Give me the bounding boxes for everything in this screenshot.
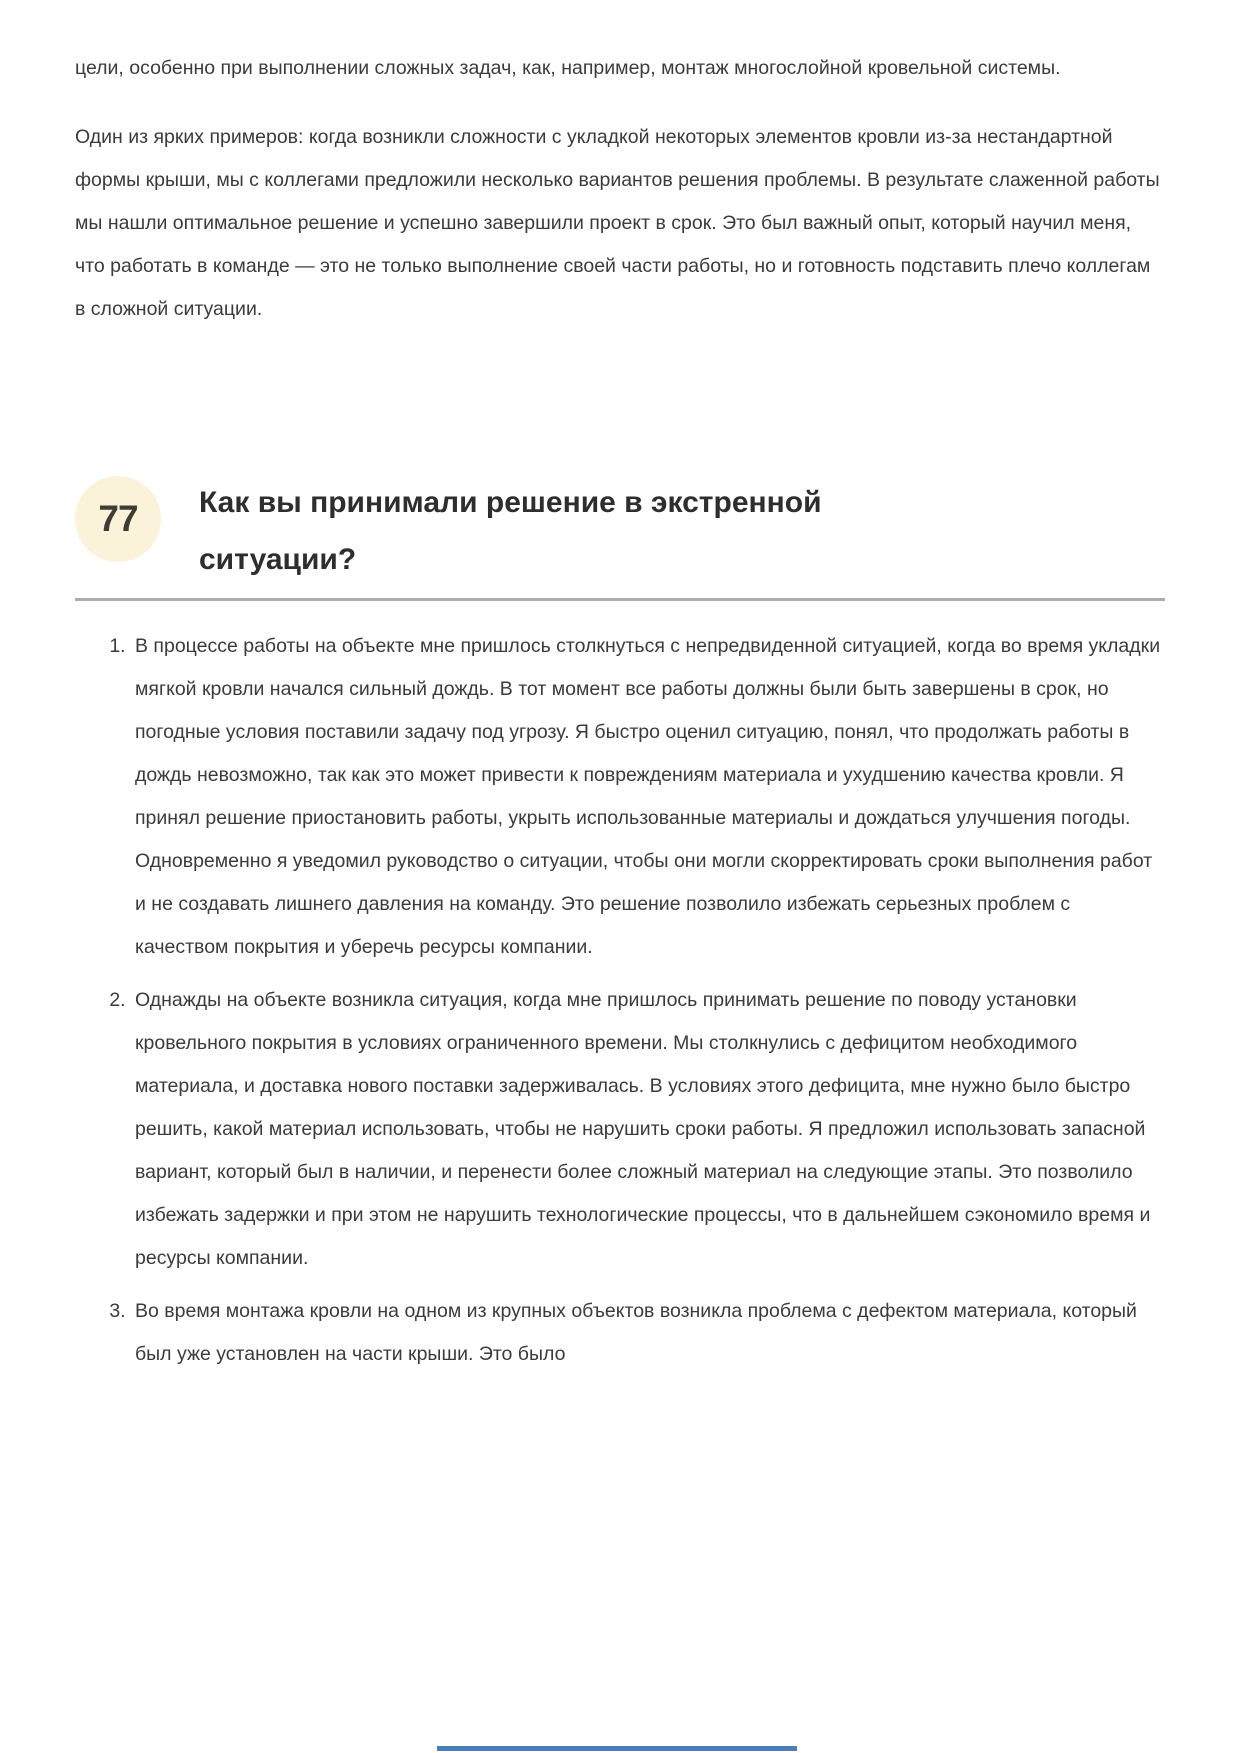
answer-item-1: [131, 625, 1165, 969]
question-section: [75, 474, 1165, 1376]
intro-paragraph-2: Один из ярких примеров: когда возникли сложности с укладкой некоторых элементов кровли из-за нестандартной формы крыши, мы с коллегами предложили несколько вариантов решения проблемы. В результате слаженной работы мы нашли оптимальное решение и успешно завершили проект в срок. Это был важный опыт, который научил меня, что работать в команде — это не только выполнение своей части работы, но и готовность подставить плечо коллегам в сложной ситуации.: [75, 126, 1160, 320]
answer-item-2: [131, 979, 1165, 1280]
answer-item-3-text: Во время монтажа кровли на одном из крупных объектов возникла проблема с дефектом материала, который был уже установлен на части крыши. Это было: [135, 1300, 1137, 1365]
question-header: [75, 474, 1165, 588]
answer-item-2-text: Однажды на объекте возникла ситуация, когда мне пришлось принимать решение по поводу установки кровельного покрытия в условиях ограниченного времени. Мы столкнулись с дефицитом необходимого материала, и доставка нового поставки задерживалась. В условиях этого дефицита, мне нужно было быстро решить, какой материал использовать, чтобы не нарушить сроки работы. Я предложил использовать запасной вариант, который был в наличии, и перенести более сложный материал на следующие этапы. Это позволило избежать задержки и при этом не нарушить технологические процессы, что в дальнейшем сэкономило время и ресурсы компании.: [135, 989, 1151, 1269]
section-divider: [75, 598, 1165, 601]
question-number: 77: [98, 498, 138, 539]
answer-item-3: [131, 1290, 1165, 1376]
bottom-accent-line: [437, 1746, 797, 1751]
intro-paragraph-1: цели, особенно при выполнении сложных задач, как, например, монтаж многослойной кровельной системы.: [75, 57, 1061, 79]
answers-list: [75, 625, 1165, 1376]
question-number-badge: [75, 476, 161, 562]
question-title: Как вы принимали решение в экстренной ситуации?: [199, 486, 822, 576]
answer-item-1-text: В процессе работы на объекте мне пришлось столкнуться с непредвиденной ситуацией, когда во время укладки мягкой кровли начался сильный дождь. В тот момент все работы должны были быть завершены в срок, но погодные условия поставили задачу под угрозу. Я быстро оценил ситуацию, понял, что продолжать работы в дождь невозможно, так как это может привести к повреждениям материала и ухудшению качества кровли. Я принял решение приостановить работы, укрыть использованные материалы и дождаться улучшения погоды. Одновременно я уведомил руководство о ситуации, чтобы они могли скорректировать сроки выполнения работ и не создавать лишнего давления на команду. Это решение позволило избежать серьезных проблем с качеством покрытия и уберечь ресурсы компании.: [135, 635, 1161, 958]
